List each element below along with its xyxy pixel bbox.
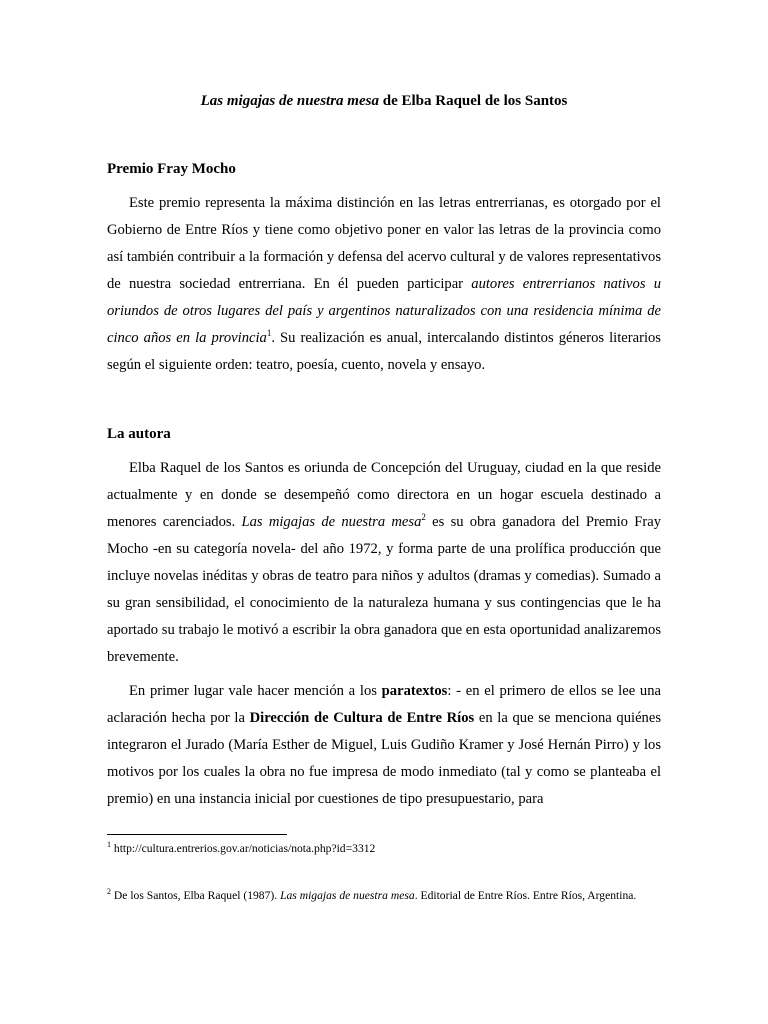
footnote-text: http://cultura.entrerios.gov.ar/noticias/nota.php?id=3312: [111, 842, 376, 855]
footnote-number: 1: [107, 840, 111, 850]
footnote-ref-2: 2: [421, 512, 426, 523]
paragraph-italic-title: Las migajas de nuestra mesa: [241, 514, 422, 530]
paragraph-autora-1: [107, 455, 661, 671]
paragraph-bold-term: paratextos: [381, 683, 448, 699]
footnote-separator: [107, 834, 287, 835]
paragraph-text: Elba Raquel de los Santos es oriunda de Concepción del Uruguay, ciudad en la que reside actualmente y en donde se desempeñó como directora en un hogar escuela destinado a menores carenciados.: [107, 460, 661, 530]
section-heading-premio: Premio Fray Mocho: [107, 161, 236, 177]
footnote-text: De los Santos, Elba Raquel (1987).: [111, 889, 281, 902]
paragraph-text: es su obra ganadora del Premio Fray Mocho -en su categoría novela- del año 1972, y forma parte de una prolífica producción que incluye novelas inéditas y obras de teatro para niños y adultos (dramas y comedias). Sumado a su gran sensibilidad, el conocimiento de la naturaleza humana y sus contingencias que le ha aportado su trabajo le motivó a escribir la obra ganadora que en esta oportunidad analizaremos brevemente.: [107, 514, 661, 665]
paragraph-italic-quote: autores entrerrianos nativos u oriundos de otros lugares del país y argentinos naturalizados con una residencia mínima de cinco años en la provincia: [107, 276, 662, 346]
paragraph-bold-term: Dirección de Cultura de Entre Ríos: [249, 710, 475, 726]
footnote-text: . Editorial de Entre Ríos. Entre Ríos, Argentina.: [414, 889, 637, 902]
document-title: [0, 93, 768, 110]
paragraph-text: Este premio representa la máxima distinción en las letras entrerrianas, es otorgado por el Gobierno de Entre Ríos y tiene como objetivo poner en valor las letras de la provincia como así también contribuir a la formación y defensa del acervo cultural y de valores representativos de nuestra sociedad entrerriana. En él pueden participar: [107, 195, 661, 292]
paragraph-text: en la que se menciona quiénes integraron el Jurado (María Esther de Miguel, Luis Gudiño Kramer y José Hernán Pirro) y los motivos por los cuales la obra no fue impresa de modo inmediato (tal y como se planteaba el premio) en una instancia inicial por cuestiones de tipo presupuestario, para: [107, 710, 662, 807]
footnote-2: [107, 886, 661, 906]
paragraph-text: . Su realización es anual, intercalando distintos géneros literarios según el siguiente orden: teatro, poesía, cuento, novela y ensayo.: [107, 330, 661, 373]
footnote-1: [107, 839, 661, 859]
paragraph-premio: [107, 190, 661, 379]
paragraph-text: En primer lugar vale hacer mención a los: [129, 683, 382, 699]
title-author: de Elba Raquel de los Santos: [378, 93, 568, 109]
footnote-ref-1: 1: [266, 328, 272, 339]
footnote-number: 2: [107, 887, 111, 897]
section-heading-autora: La autora: [107, 426, 171, 442]
paragraph-text: : - en el primero de ellos se lee una aclaración hecha por la: [107, 683, 661, 726]
paragraph-autora-2: [107, 678, 661, 813]
title-book-name: Las migajas de nuestra mesa: [200, 93, 379, 109]
footnote-italic-title: Las migajas de nuestra mesa: [280, 889, 415, 902]
